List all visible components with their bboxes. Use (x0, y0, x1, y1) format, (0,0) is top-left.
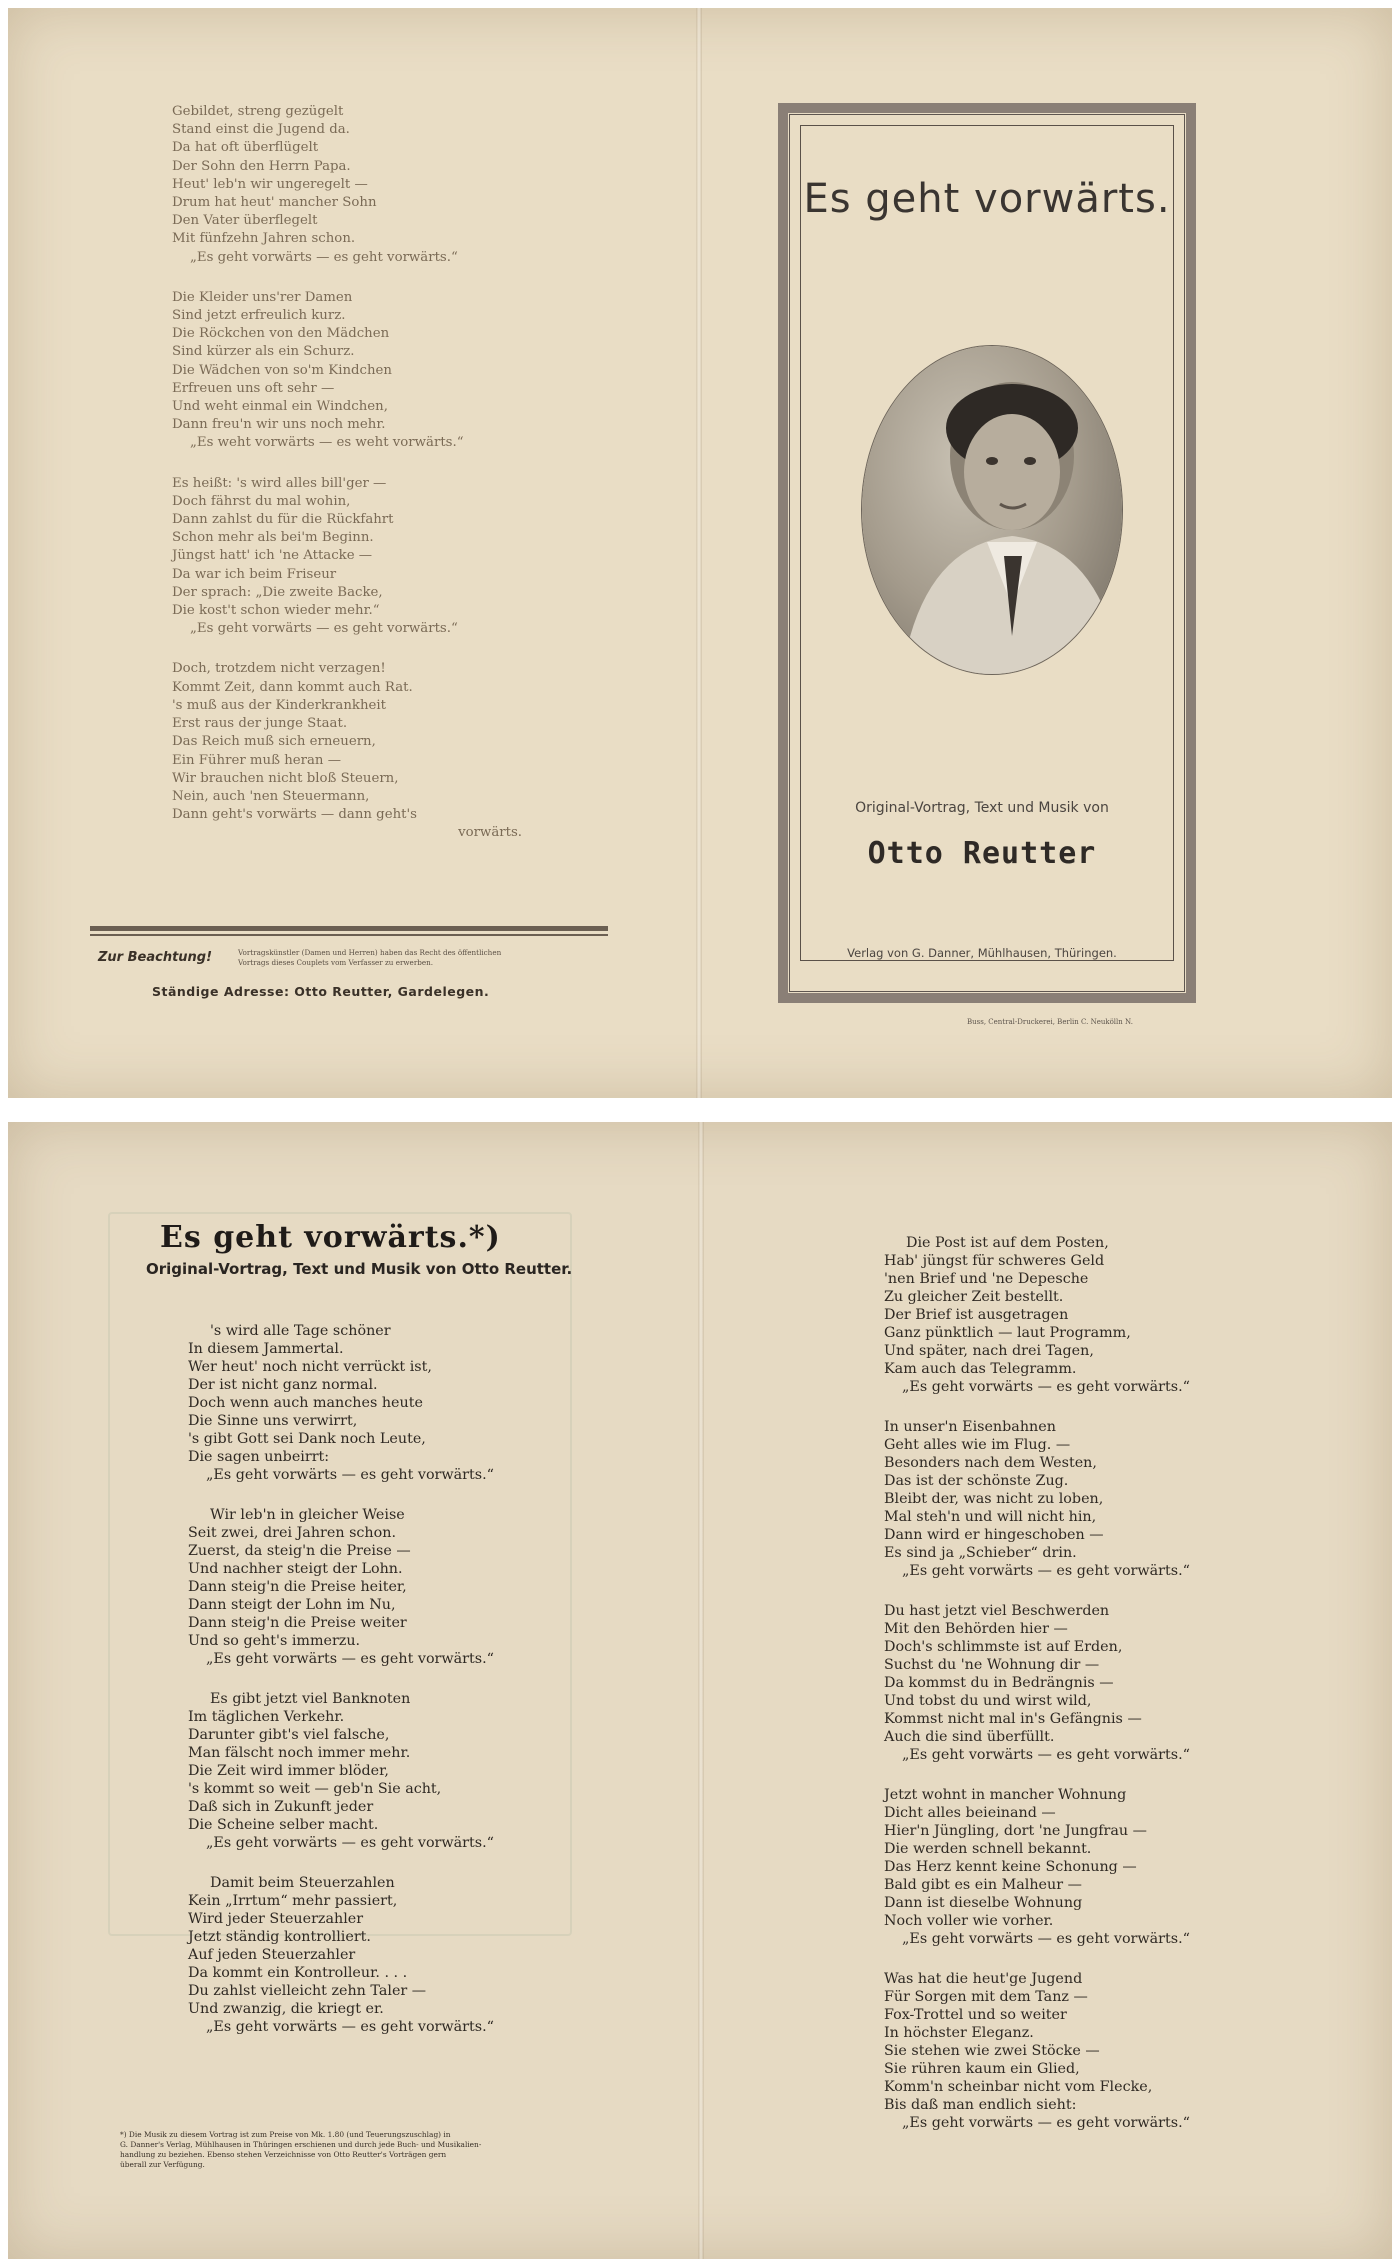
refrain-line: „Es geht vorwärts — es geht vorwärts.“ (190, 621, 458, 637)
verse-line: Ganz pünktlich — laut Programm, (884, 1325, 1131, 1341)
verse-line: Und tobst du und wirst wild, (884, 1693, 1092, 1709)
bottom-left-verses (188, 1322, 608, 2058)
stanza (172, 475, 572, 639)
verse-line: Jetzt wohnt in mancher Wohnung (884, 1787, 1127, 1803)
verse-line: Dann steigt der Lohn im Nu, (188, 1597, 396, 1613)
verse-line: Sie rühren kaum ein Glied, (884, 2061, 1080, 2077)
footnote-line: überall zur Verfügung. (120, 2160, 205, 2169)
stanza (884, 1418, 1324, 1580)
song-title: Es geht vorwärts.*) (160, 1220, 501, 1255)
notice-rule-thin (90, 934, 608, 936)
notice-label: Zur Beachtung! (98, 950, 213, 965)
verse-line: Sie stehen wie zwei Stöcke — (884, 2043, 1100, 2059)
verse-line: Da war ich beim Friseur (172, 566, 337, 582)
refrain-line: „Es geht vorwärts — es geht vorwärts.“ (902, 1747, 1190, 1763)
verse-line: Der sprach: „Die zweite Backe, (172, 584, 383, 600)
verse-line: Hier'n Jüngling, dort 'ne Jungfrau — (884, 1823, 1147, 1839)
verse-line: Sind jetzt erfreulich kurz. (172, 308, 346, 324)
verse-line: Und zwanzig, die kriegt er. (188, 2001, 384, 2017)
stanza (188, 1506, 608, 1668)
refrain-line: „Es geht vorwärts — es geht vorwärts.“ (206, 2019, 494, 2035)
portrait-figure (862, 346, 1122, 674)
verse-line: Bleibt der, was nicht zu loben, (884, 1491, 1104, 1507)
verse-line: Wer heut' noch nicht verrückt ist, (188, 1359, 432, 1375)
verse-line: Ein Führer muß heran — (172, 752, 341, 768)
stanza (188, 1322, 608, 1484)
verse-line: Drum hat heut' mancher Sohn (172, 195, 377, 211)
verse-line: Daß sich in Zukunft jeder (188, 1799, 374, 1815)
verse-line: Noch voller wie vorher. (884, 1913, 1054, 1929)
cover-page (702, 8, 1392, 1098)
top-sheet (8, 8, 1392, 1098)
verse-line: Die werden schnell bekannt. (884, 1841, 1092, 1857)
verse-line: Das Herz kennt keine Schonung — (884, 1859, 1137, 1875)
verse-line: Doch's schlimmste ist auf Erden, (884, 1639, 1123, 1655)
stanza (172, 660, 532, 842)
verse-line: Im täglichen Verkehr. (188, 1709, 345, 1725)
refrain-line: „Es geht vorwärts — es geht vorwärts.“ (902, 1379, 1190, 1395)
verse-line: Darunter gibt's viel falsche, (188, 1727, 390, 1743)
verse-line: Die Röckchen von den Mädchen (172, 326, 390, 342)
song-subtitle: Original-Vortrag, Text und Musik von Otto Reutter. (146, 1260, 573, 1278)
verse-line: Für Sorgen mit dem Tanz — (884, 1989, 1088, 2005)
verse-line: In höchster Eleganz. (884, 2025, 1034, 2041)
top-left-page (8, 8, 696, 1098)
verse-line: Was hat die heut'ge Jugend (884, 1971, 1083, 1987)
refrain-line: „Es weht vorwärts — es weht vorwärts.“ (190, 435, 464, 451)
footnote (120, 2130, 640, 2170)
verse-line: Da hat oft überflügelt (172, 140, 319, 156)
verse-line: Du hast jetzt viel Beschwerden (884, 1603, 1110, 1619)
verse-line: Nein, auch 'nen Steuermann, (172, 788, 370, 804)
footnote-line: G. Danner's Verlag, Mühlhausen in Thüringen erschienen und durch jede Buch- und Musikalien- (120, 2140, 482, 2149)
verse-line: Dann steig'n die Preise heiter, (188, 1579, 407, 1595)
verse-line: Der Sohn den Herrn Papa. (172, 158, 351, 174)
notice-text-1: Vortragskünstler (Damen und Herren) haben das Recht des öffentlichen (238, 948, 502, 957)
verse-line: Auch die sind überfüllt. (884, 1729, 1055, 1745)
verse-line: Die kost't schon wieder mehr.“ (172, 603, 380, 619)
cover-subtitle: Original-Vortrag, Text und Musik von (855, 800, 1109, 816)
bottom-right-verses (884, 1234, 1324, 2154)
verse-line: Doch, trotzdem nicht verzagen! (172, 661, 386, 677)
verse-line: 's muß aus der Kinderkrankheit (172, 697, 386, 713)
verse-line: Die Wädchen von so'm Kindchen (172, 362, 392, 378)
verse-line: Die Zeit wird immer blöder, (188, 1763, 389, 1779)
refrain-line: vorwärts. (458, 825, 522, 841)
cover-author: Otto Reutter (867, 836, 1097, 871)
verse-line: Suchst du 'ne Wohnung dir — (884, 1657, 1100, 1673)
verse-line: Dann steig'n die Preise weiter (188, 1615, 407, 1631)
refrain-line: „Es geht vorwärts — es geht vorwärts.“ (190, 249, 458, 265)
verse-line: Wird jeder Steuerzahler (188, 1911, 364, 1927)
verse-line: 's gibt Gott sei Dank noch Leute, (188, 1431, 426, 1447)
verse-line: Stand einst die Jugend da. (172, 122, 350, 138)
verse-line: Sind kürzer als ein Schurz. (172, 344, 355, 360)
bottom-left-page (8, 1122, 698, 2259)
verse-line: Kein „Irrtum“ mehr passiert, (188, 1893, 398, 1909)
verse-line: In diesem Jammertal. (188, 1341, 344, 1357)
verse-line: Dann ist dieselbe Wohnung (884, 1895, 1083, 1911)
footnote-line: handlung zu beziehen. Ebenso stehen Verzeichnisse von Otto Reutter's Vorträgen gern (120, 2150, 447, 2159)
portrait-photo (862, 346, 1122, 674)
verse-line: Und nachher steigt der Lohn. (188, 1561, 403, 1577)
verse-line: Doch fährst du mal wohin, (172, 493, 351, 509)
verse-line: Dann freu'n wir uns noch mehr. (172, 417, 386, 433)
verse-line: Der Brief ist ausgetragen (884, 1307, 1069, 1323)
verse-line: Die Scheine selber macht. (188, 1817, 379, 1833)
verse-line: Das ist der schönste Zug. (884, 1473, 1069, 1489)
verse-line: Zu gleicher Zeit bestellt. (884, 1289, 1064, 1305)
stanza (188, 1874, 608, 2036)
verse-line: Dann geht's vorwärts — dann geht's (172, 807, 417, 823)
top-left-verses (172, 103, 572, 865)
verse-line: Mit den Behörden hier — (884, 1621, 1068, 1637)
verse-line: Kommst nicht mal in's Gefängnis — (884, 1711, 1142, 1727)
verse-line: Hab' jüngst für schweres Geld (884, 1253, 1105, 1269)
verse-line: Bald gibt es ein Malheur — (884, 1877, 1082, 1893)
verse-line: Bis daß man endlich sieht: (884, 2097, 1077, 2113)
cover-title: Es geht vorwärts. (803, 176, 1171, 222)
verse-line: Es heißt: 's wird alles bill'ger — (172, 475, 387, 491)
verse-line: Es gibt jetzt viel Banknoten (210, 1691, 411, 1707)
verse-line: 's wird alle Tage schöner (210, 1323, 391, 1339)
verse-line: Kommt Zeit, dann kommt auch Rat. (172, 679, 413, 695)
verse-line: Die sagen unbeirrt: (188, 1449, 330, 1465)
verse-line: Heut' leb'n wir ungeregelt — (172, 176, 368, 192)
verse-line: Die Sinne uns verwirrt, (188, 1413, 358, 1429)
verse-line: Gebildet, streng gezügelt (172, 104, 344, 119)
verse-line: Das Reich muß sich erneuern, (172, 734, 376, 750)
refrain-line: „Es geht vorwärts — es geht vorwärts.“ (902, 1931, 1190, 1947)
verse-line: Kam auch das Telegramm. (884, 1361, 1077, 1377)
verse-line: Es sind ja „Schieber“ drin. (884, 1545, 1077, 1561)
verse-line: Fox-Trottel und so weiter (884, 2007, 1067, 2023)
notice-rule-top (90, 926, 608, 931)
verse-line: Erst raus der junge Staat. (172, 716, 348, 732)
verse-line: Und so geht's immerzu. (188, 1633, 361, 1649)
verse-line: Dicht alles beieinand — (884, 1805, 1056, 1821)
verse-line: Und später, nach drei Tagen, (884, 1343, 1094, 1359)
verse-line: Schon mehr als bei'm Beginn. (172, 530, 374, 546)
stanza (884, 1234, 1324, 1396)
verse-line: Auf jeden Steuerzahler (188, 1947, 356, 1963)
verse-line: Geht alles wie im Flug. — (884, 1437, 1071, 1453)
refrain-line: „Es geht vorwärts — es geht vorwärts.“ (902, 2115, 1190, 2131)
refrain-line: „Es geht vorwärts — es geht vorwärts.“ (206, 1835, 494, 1851)
verse-line: Und weht einmal ein Windchen, (172, 399, 388, 415)
footnote-line: *) Die Musik zu diesem Vortrag ist zum Preise von Mk. 1.80 (und Teuerungszuschlag) in (120, 2130, 451, 2139)
verse-line: 'nen Brief und 'ne Depesche (884, 1271, 1089, 1287)
verse-line: Mit fünfzehn Jahren schon. (172, 231, 356, 247)
bottom-sheet (8, 1122, 1392, 2259)
verse-line: In unser'n Eisenbahnen (884, 1419, 1056, 1435)
verse-line: Dann wird er hingeschoben — (884, 1527, 1104, 1543)
verse-line: Du zahlst vielleicht zehn Taler — (188, 1983, 427, 1999)
printer-imprint: Buss, Central-Druckerei, Berlin C. Neukölln N. (967, 1018, 1133, 1026)
bottom-right-page (704, 1122, 1392, 2259)
stanza (188, 1690, 608, 1852)
verse-line: Dann zahlst du für die Rückfahrt (172, 512, 394, 528)
verse-line: Jüngst hatt' ich 'ne Attacke — (172, 548, 373, 564)
refrain-line: „Es geht vorwärts — es geht vorwärts.“ (902, 1563, 1190, 1579)
verse-line: Da kommst du in Bedrängnis — (884, 1675, 1114, 1691)
verse-line: Wir brauchen nicht bloß Steuern, (172, 770, 399, 786)
verse-line: Da kommt ein Kontrolleur. . . . (188, 1965, 408, 1981)
verse-line: Seit zwei, drei Jahren schon. (188, 1525, 396, 1541)
verse-line: Damit beim Steuerzahlen (210, 1875, 395, 1891)
stanza (172, 289, 572, 453)
refrain-line: „Es geht vorwärts — es geht vorwärts.“ (206, 1467, 494, 1483)
verse-line: Jetzt ständig kontrolliert. (188, 1929, 371, 1945)
verse-line: Wir leb'n in gleicher Weise (210, 1507, 405, 1523)
verse-line: Besonders nach dem Westen, (884, 1455, 1097, 1471)
verse-line: 's kommt so weit — geb'n Sie acht, (188, 1781, 442, 1797)
stanza (884, 1786, 1324, 1948)
verse-line: Erfreuen uns oft sehr — (172, 380, 335, 396)
verse-line: Den Vater überflegelt (172, 213, 318, 229)
verse-line: Die Post ist auf dem Posten, (906, 1235, 1109, 1251)
verse-line: Mal steh'n und will nicht hin, (884, 1509, 1097, 1525)
verse-line: Der ist nicht ganz normal. (188, 1377, 378, 1393)
verse-line: Die Kleider uns'rer Damen (172, 289, 353, 305)
verse-line: Zuerst, da steig'n die Preise — (188, 1543, 411, 1559)
verse-line: Doch wenn auch manches heute (188, 1395, 423, 1411)
stanza (884, 1602, 1324, 1764)
verse-line: Komm'n scheinbar nicht vom Flecke, (884, 2079, 1153, 2095)
verse-line: Man fälscht noch immer mehr. (188, 1745, 411, 1761)
notice-text-2: Vortrags dieses Couplets vom Verfasser zu erwerben. (238, 958, 434, 967)
address: Ständige Adresse: Otto Reutter, Gardelegen. (152, 984, 490, 999)
stanza (884, 1970, 1324, 2132)
refrain-line: „Es geht vorwärts — es geht vorwärts.“ (206, 1651, 494, 1667)
cover-publisher: Verlag von G. Danner, Mühlhausen, Thüringen. (847, 946, 1117, 960)
stanza (172, 103, 572, 267)
